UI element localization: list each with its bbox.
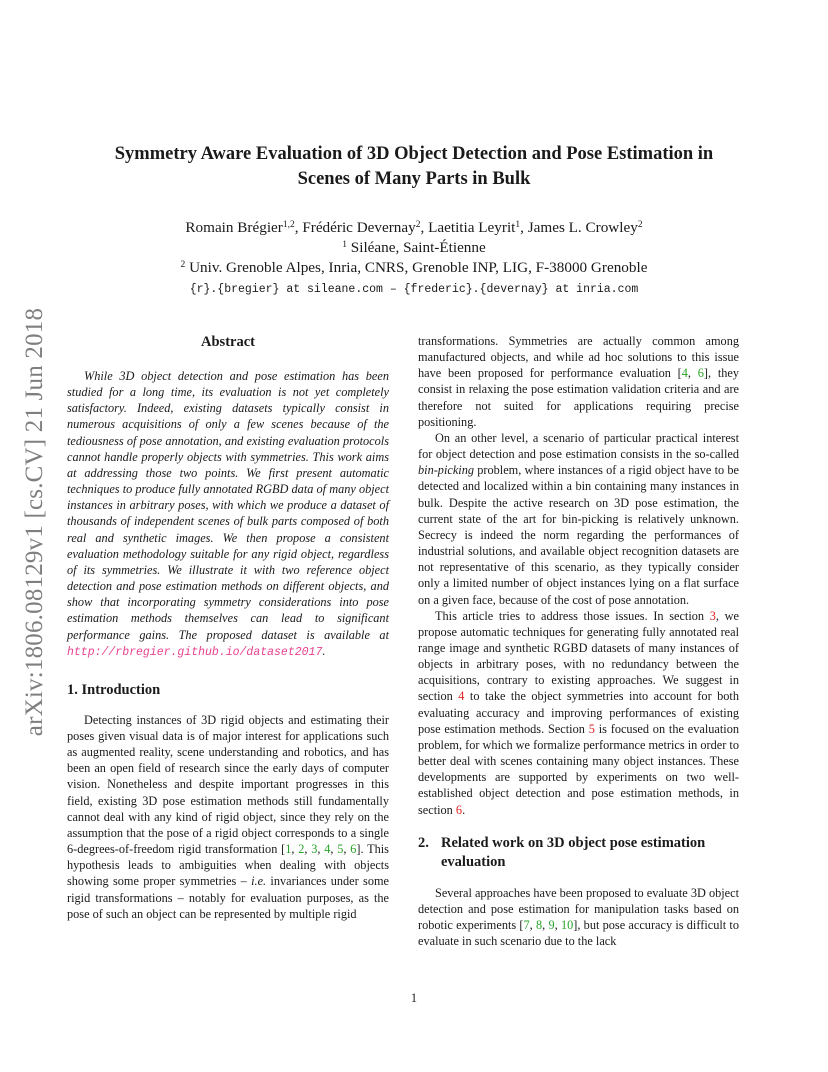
citation-link[interactable]: 10: [560, 918, 574, 932]
paper-title: [60, 142, 768, 192]
body-paragraph: transformations. Symmetries are actually common among manufactured objects, and while ad hoc solutions to this issue have been proposed for performance evaluation [4, 6], they consist in relaxing the pose estimation validation criteria and are therefore not suited for applications requiring precise positioning.: [418, 334, 739, 429]
author-names: [60, 218, 768, 238]
affiliation-marker: 2: [415, 220, 421, 230]
author-emails: {r}.{bregier} at sileane.com – {frederic}.{devernay} at inria.com: [189, 283, 639, 296]
abstract-heading: Abstract: [201, 334, 255, 350]
abstract-text: While 3D object detection and pose estimation has been studied for a long time, its evaluation is not yet completely satisfactory. Indeed, existing datasets typically consist in numerous acquisitions of only a few scenes because of the tediousness of pose annotation, and existing evaluation protocols cannot handle properly objects with symmetries. This work aims at addressing those two points. We first present automatic techniques to produce fully annotated RGBD data of many object instances in arbitrary poses, with which we produce a dataset of thousands of independent scenes of bulk parts composed of both real and synthetic images. We then propose a consistent evaluation methodology suitable for any rigid object, regardless of its symmetries. We illustrate it with two reference object detection and pose estimation methods on different objects, and show that incorporating symmetry considerations into pose estimation methods themselves can lead to significant performance gains. The proposed dataset is available at http://rbregier.github.io/dataset2017.: [67, 369, 389, 659]
citation-link[interactable]: 6: [350, 842, 357, 857]
affiliation-marker: 2: [180, 260, 186, 270]
related-work-paragraph: Several approaches have been proposed to evaluate 3D object detection and pose estimation for manipulation tasks based on robotic experiments [7, 8, 9, 10], but pose accuracy is difficult to evaluate in such scenario due to the lack: [418, 885, 739, 949]
section-ref-link[interactable]: 3: [709, 608, 716, 623]
citation-link[interactable]: 9: [548, 918, 555, 932]
citation-link[interactable]: 6: [697, 366, 704, 381]
affiliation-marker: 2: [637, 220, 643, 230]
page-number: 1: [410, 991, 418, 1005]
author-block: [60, 218, 768, 300]
body-paragraph: On an other level, a scenario of particular practical interest for object detection and pose estimation consists in the so-called bin-picking problem, where instances of a rigid object have to be detected and localized within a bin containing many instances in bulk. Despite the active research on 3D pose estimation, the current state of the art for bin-picking is relatively unknown. Secrecy is indeed the norm regarding the performances of industrial solutions, and available object recognition datasets are not representative of this scenario, as they typically consider only a limited number of object instances lying on a flat surface on a given face, because of the cost of pose annotation.: [418, 430, 739, 607]
arxiv-id-text: arXiv:1806.08129v1 [cs.CV] 21 Jun 2018: [21, 307, 48, 737]
section-title: Related work on 3D object pose estimation evaluation: [441, 834, 706, 870]
affiliation-marker: 1: [515, 220, 521, 230]
citation-link[interactable]: 7: [523, 918, 530, 932]
citation-link[interactable]: 8: [536, 918, 543, 932]
author-name: Frédéric Devernay: [302, 219, 416, 236]
citation-link[interactable]: 4: [681, 366, 688, 381]
introduction-heading: 1. Introduction: [67, 681, 161, 698]
affiliation-2: [60, 258, 768, 278]
citation-link[interactable]: 5: [337, 842, 344, 857]
citation-link[interactable]: 1: [285, 842, 292, 857]
author-separator: ,: [520, 219, 528, 236]
section-ref-link[interactable]: 5: [588, 721, 595, 736]
affiliation-marker: 1: [342, 240, 347, 250]
section-ref-link[interactable]: 4: [458, 689, 465, 704]
author-separator: ,: [294, 219, 303, 236]
affiliation-marker: 1,2: [282, 220, 295, 230]
left-column: [67, 333, 389, 922]
title-line-2: Scenes of Many Parts in Bulk: [297, 169, 531, 189]
introduction-paragraph: Detecting instances of 3D rigid objects and estimating their poses given visual data is of major interest for applications such as augmented reality, scene understanding and robotics, and has been an open field of research since the early days of computer vision. Nonetheless and despite important progresses in this field, existing 3D pose estimation methods still fundamentally cannot deal with any kind of rigid object, since they rely on the assumption that the pose of a rigid object corresponds to a single 6-degrees-of-freedom rigid transformation [1, 2, 3, 4, 5, 6]. This hypothesis leads to ambiguities when dealing with objects showing some proper symmetries – i.e. invariances under some rigid transformations – notably for evaluation purposes, as the pose of such an object can be represented by multiple rigid: [67, 712, 389, 921]
author-name: James L. Crowley: [527, 219, 638, 236]
dataset-link[interactable]: http://rbregier.github.io/dataset2017: [67, 645, 323, 659]
section-ref-link[interactable]: 6: [455, 802, 463, 817]
citation-link[interactable]: 2: [298, 842, 305, 857]
related-work-heading: [418, 834, 739, 872]
affiliation-text: Univ. Grenoble Alpes, Inria, CNRS, Grenoble INP, LIG, F-38000 Grenoble: [185, 259, 648, 276]
affiliation-1: [60, 238, 768, 258]
author-separator: ,: [420, 219, 429, 236]
section-number: 2.: [418, 834, 429, 851]
author-name: Romain Brégier: [185, 219, 283, 236]
arxiv-identifier-stamp: [20, 287, 50, 757]
body-paragraph: This article tries to address those issues. In section 3, we propose automatic techniques for generating fully annotated real range image and synthetic RGBD datasets of many instances of objects in arbitrary poses, with no redundancy between the acquisitions, contrary to existing approaches. We suggest in section 4 to take the object symmetries into account for both evaluating accuracy and improving performances of existing pose estimation methods. Section 5 is focused on the evaluation problem, for which we formalize performance metrics in order to better deal with scenes containing many object instances. These developments are supported by experiments on two well-established object detection and pose estimation methods, in section 6.: [418, 608, 739, 817]
citation-link[interactable]: 4: [324, 842, 331, 857]
author-name: Laetitia Leyrit: [428, 219, 516, 236]
title-line-1: Symmetry Aware Evaluation of 3D Object Detection and Pose Estimation in: [114, 144, 714, 164]
right-column: [418, 333, 739, 949]
citation-link[interactable]: 3: [311, 842, 318, 857]
affiliation-text: Siléane, Saint-Étienne: [346, 239, 486, 256]
